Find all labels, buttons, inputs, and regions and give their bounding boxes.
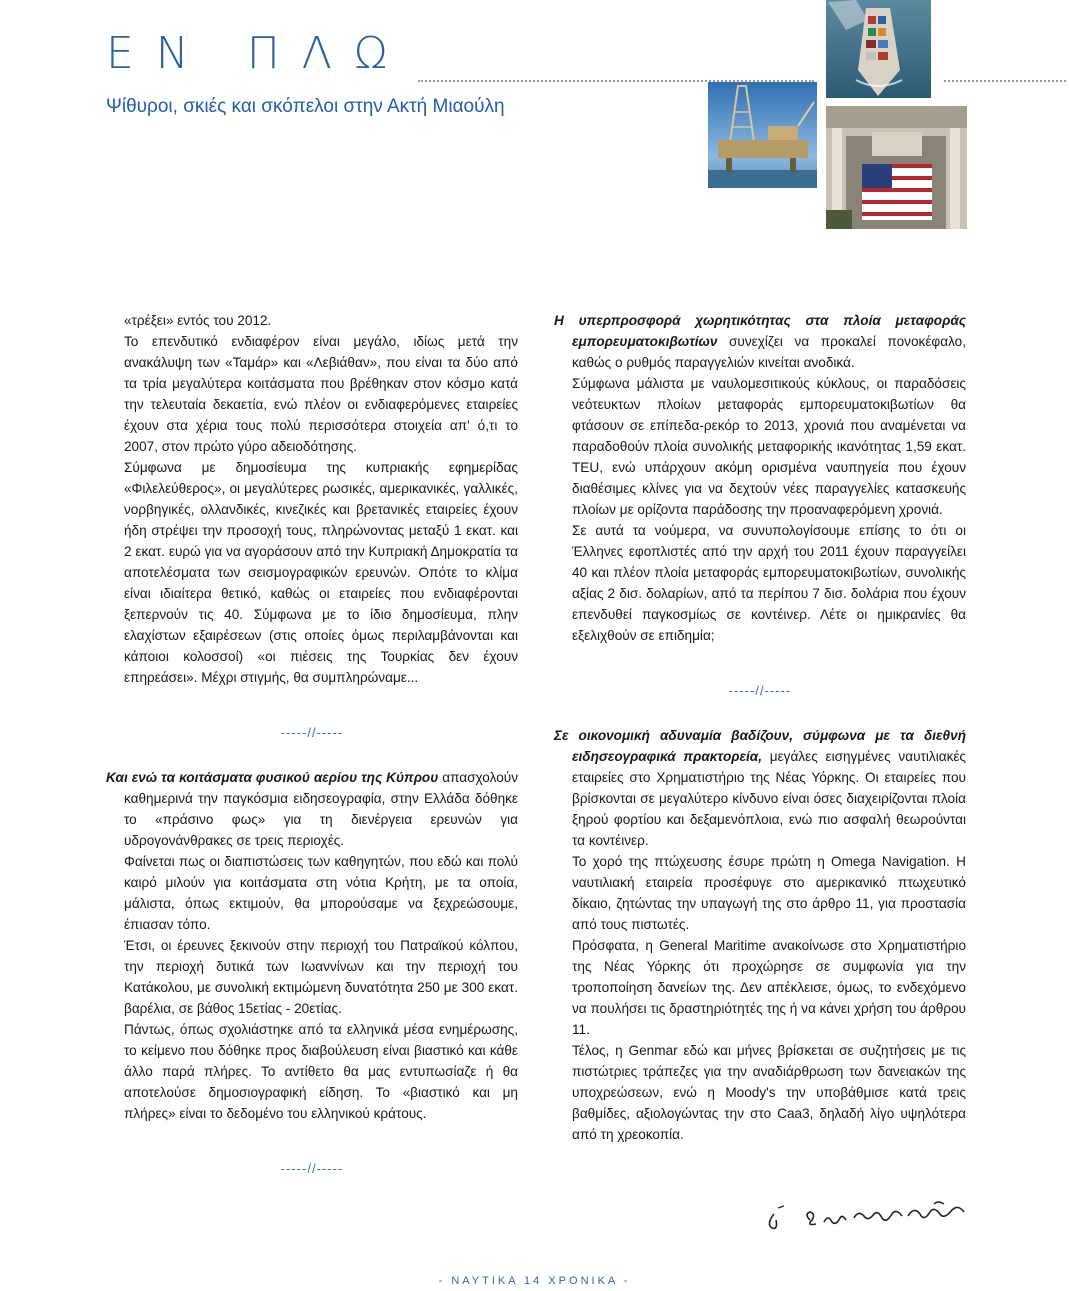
- right-column: [554, 310, 966, 1145]
- separator: -----//-----: [728, 683, 792, 698]
- separator: -----//-----: [280, 725, 344, 740]
- right-paragraph-7: Τέλος, η Genmar εδώ και μήνες βρίσκεται σε συζητήσεις με τις πιστώτριες τράπεζες για την αναδιάρθρωση των δανειακών της υποχρεώσεων, ενώ η Moody's την υποβάθμισε κατά τρεις βαθμίδες, αξιολογώντας την στο Caa3, δηλαδή λίγο υψηλότερα από τη χρεοκοπία.: [572, 1043, 966, 1142]
- right-paragraph-2: Σύμφωνα μάλιστα με ναυλομεσιτικούς κύκλους, οι παραδόσεις νεότευκτων πλοίων μεταφοράς εμπορευματοκιβωτίων θα φτάσουν σε επίπεδα-ρεκόρ το 2013, χρονιά που αναμένεται να παραδοθούν πλοία συνολικής μεταφορικής ικανότητας 1,59 εκατ. TEU, ενώ υπάρχουν ακόμη ορισμένα ναυπηγεία που έχουν διαθέσιμες κλίνες για να δεχτούν νέες παραγγελίες κατασκευής πλοίων με ορίζοντα παράδοσης την προαναφερόμενη χρονιά.: [572, 376, 966, 517]
- separator: -----//-----: [280, 1161, 344, 1176]
- header-divider-right: [944, 80, 1066, 82]
- left-column: [106, 310, 518, 1203]
- left-lead-bold: Και ενώ τα κοιτάσματα φυσικού αερίου της Κύπρου: [106, 770, 439, 785]
- right-lead-bold-1: Η υπερπροσφορά χωρητικότητας στα πλοία μεταφοράς εμπορευματοκιβωτίων: [554, 313, 966, 349]
- left-paragraph-7: Πάντως, όπως σχολιάστηκε από τα ελληνικά μέσα ενημέρωσης, το κείμενο που δόθηκε προς διαβούλευση είναι βιαστικό και κάθε άλλο παρά πλήρες. Το αντίθετο θα μας εντυπωσίαζε ή θα αποτελούσε δημοσιογραφική είδηση. Το «βιαστικό και μη πλήρες» είναι το δεδομένο του ελληνικού κράτους.: [124, 1022, 518, 1121]
- signature: [762, 1196, 972, 1236]
- right-lead-rest-2: μεγάλες εισηγμένες ναυτιλιακές εταιρείες στο Χρηματιστήριο της Νέας Υόρκης. Οι εταιρείες που βρίσκονται σε μεγαλύτερο κίνδυνο είναι όσες διαχειρίζονται πλοία ξηρού φορτίου και δεξαμενόπλοια, ενώ πιο ασφαλή θεωρούνται τα κοντέινερ.: [572, 749, 966, 848]
- oil-rig-photo: [708, 82, 817, 188]
- section-title: ΕΝ ΠΛΩ: [106, 28, 410, 79]
- stock-exchange-photo: [826, 106, 967, 229]
- page-footer: - ΝΑΥΤΙΚΑ 14 ΧΡΟΝΙΚΑ -: [438, 1275, 631, 1287]
- left-lead-rest: απασχολούν καθημερινά την παγκόσμια ειδησεογραφία, στην Ελλάδα δόθηκε το «πράσινο φως» για τη διενέργεια ερευνών για υδρογονάνθρακες σε τρεις περιοχές.: [124, 770, 518, 848]
- left-paragraph-4: [106, 767, 518, 851]
- container-ship-photo: [826, 0, 931, 98]
- headline: Ψίθυροι, σκιές και σκόπελοι στην Ακτή Μιαούλη: [106, 96, 505, 117]
- right-paragraph-1: [554, 310, 966, 373]
- right-lead-bold-2: Σε οικονομική αδυναμία βαδίζουν, σύμφωνα με τα διεθνή ειδησεογραφικά πρακτορεία,: [554, 728, 966, 764]
- left-paragraph-2: Το επενδυτικό ενδιαφέρον είναι μεγάλο, ιδίως μετά την ανακάλυψη των «Ταμάρ» και «Λεβιάθαν», που είναι τα δύο από τα τρία μεγαλύτερα κοιτάσματα που βρέθηκαν στον κόσμο κατά την τελευταία δεκαετία, ενώ πλέον οι ενδιαφερόμενες εταιρείες έχουν στα χέρια τους πολύ περισσότερα στοιχεία απ' ό,τι το 2007, στον πρώτο γύρο αδειοδότησης.: [124, 334, 518, 454]
- left-paragraph-1: «τρέξει» εντός του 2012.: [124, 313, 272, 328]
- left-paragraph-6: Έτσι, οι έρευνες ξεκινούν στην περιοχή του Πατραϊκού κόλπου, την περιοχή δυτικά των Ιωαννίνων και την περιοχή του Κατάκολου, με συνολική εκτιμώμενη δυνατότητα 250 με 300 εκατ. βαρέλια, σε βάθος 15ετίας - 20ετίας.: [124, 938, 518, 1016]
- left-paragraph-3: Σύμφωνα με δημοσίευμα της κυπριακής εφημερίδας «Φιλελεύθερος», οι μεγαλύτερες ρωσικές, αμερικανικές, γαλλικές, νορβηγικές, ολλανδικές, κινεζικές και βρετανικές εταιρείες έχουν ήδη στρέψει την προσοχή τους, πληρώνοντας μεταξύ 1 εκατ. και 2 εκατ. ευρώ για να αγοράσουν από την Κυπριακή Δημοκρατία τα αποτελέσματα των σεισμογραφικών ερευνών. Οπότε το κλίμα είναι ιδιαίτερα θετικό, καθώς οι εταιρείες που ενδιαφέρονται ξεπερνούν τις 40. Σύμφωνα με το ίδιο δημοσίευμα, πλην ελαχίστων εξαιρέσεων (στις οποίες όμως περιλαμβάνονται και κάποιοι κολοσσοί) «οι πιέσεις της Τουρκίας δεν έχουν επηρεάσει». Μέχρι στιγμής, θα συμπληρώναμε...: [124, 460, 518, 685]
- right-paragraph-6: Πρόσφατα, η General Maritime ανακοίνωσε στο Χρηματιστήριο της Νέας Υόρκης ότι προχώρησε σε συμφωνία για την τροποποίηση δανείων της. Δεν απέκλεισε, όμως, το ενδεχόμενο να πουλήσει τις δραστηριότητές της ή να κάνει χρήση του άρθρου 11.: [572, 938, 966, 1037]
- right-paragraph-3: Σε αυτά τα νούμερα, να συνυπολογίσουμε επίσης το ότι οι Έλληνες εφοπλιστές από την αρχή του 2011 έχουν παραγγείλει 40 και πλέον πλοία μεταφοράς εμπορευματοκιβωτίων, συνολικής αξίας 2 δισ. δολαρίων, από τα περίπου 7 δισ. δολάρια που έχουν επενδυθεί παγκοσμίως σε κοντέινερ. Λέτε οι ημικρανίες θα εξελιχθούν σε επιδημία;: [572, 523, 966, 643]
- right-lead-rest-1: συνεχίζει να προκαλεί πονοκέφαλο, καθώς ο ρυθμός παραγγελιών κινείται ανοδικά.: [572, 334, 966, 370]
- left-paragraph-5: Φαίνεται πως οι διαπιστώσεις των καθηγητών, που εδώ και πολύ καιρό μιλούν για κοιτάσματα στη νότια Κρήτη, με τα οποία, μάλιστα, όπως εκτιμούν, θα μπορούσαμε να ξεχρεώσουμε, έπιασαν τόπο.: [124, 854, 518, 932]
- right-paragraph-4: [554, 725, 966, 851]
- right-paragraph-5: Το χορό της πτώχευσης έσυρε πρώτη η Omega Navigation. Η ναυτιλιακή εταιρεία προσέφυγε στο αμερικανικό πτωχευτικό δίκαιο, ζητώντας την υπαγωγή της στο άρθρο 11, για προστασία από τους πιστωτές.: [572, 854, 966, 932]
